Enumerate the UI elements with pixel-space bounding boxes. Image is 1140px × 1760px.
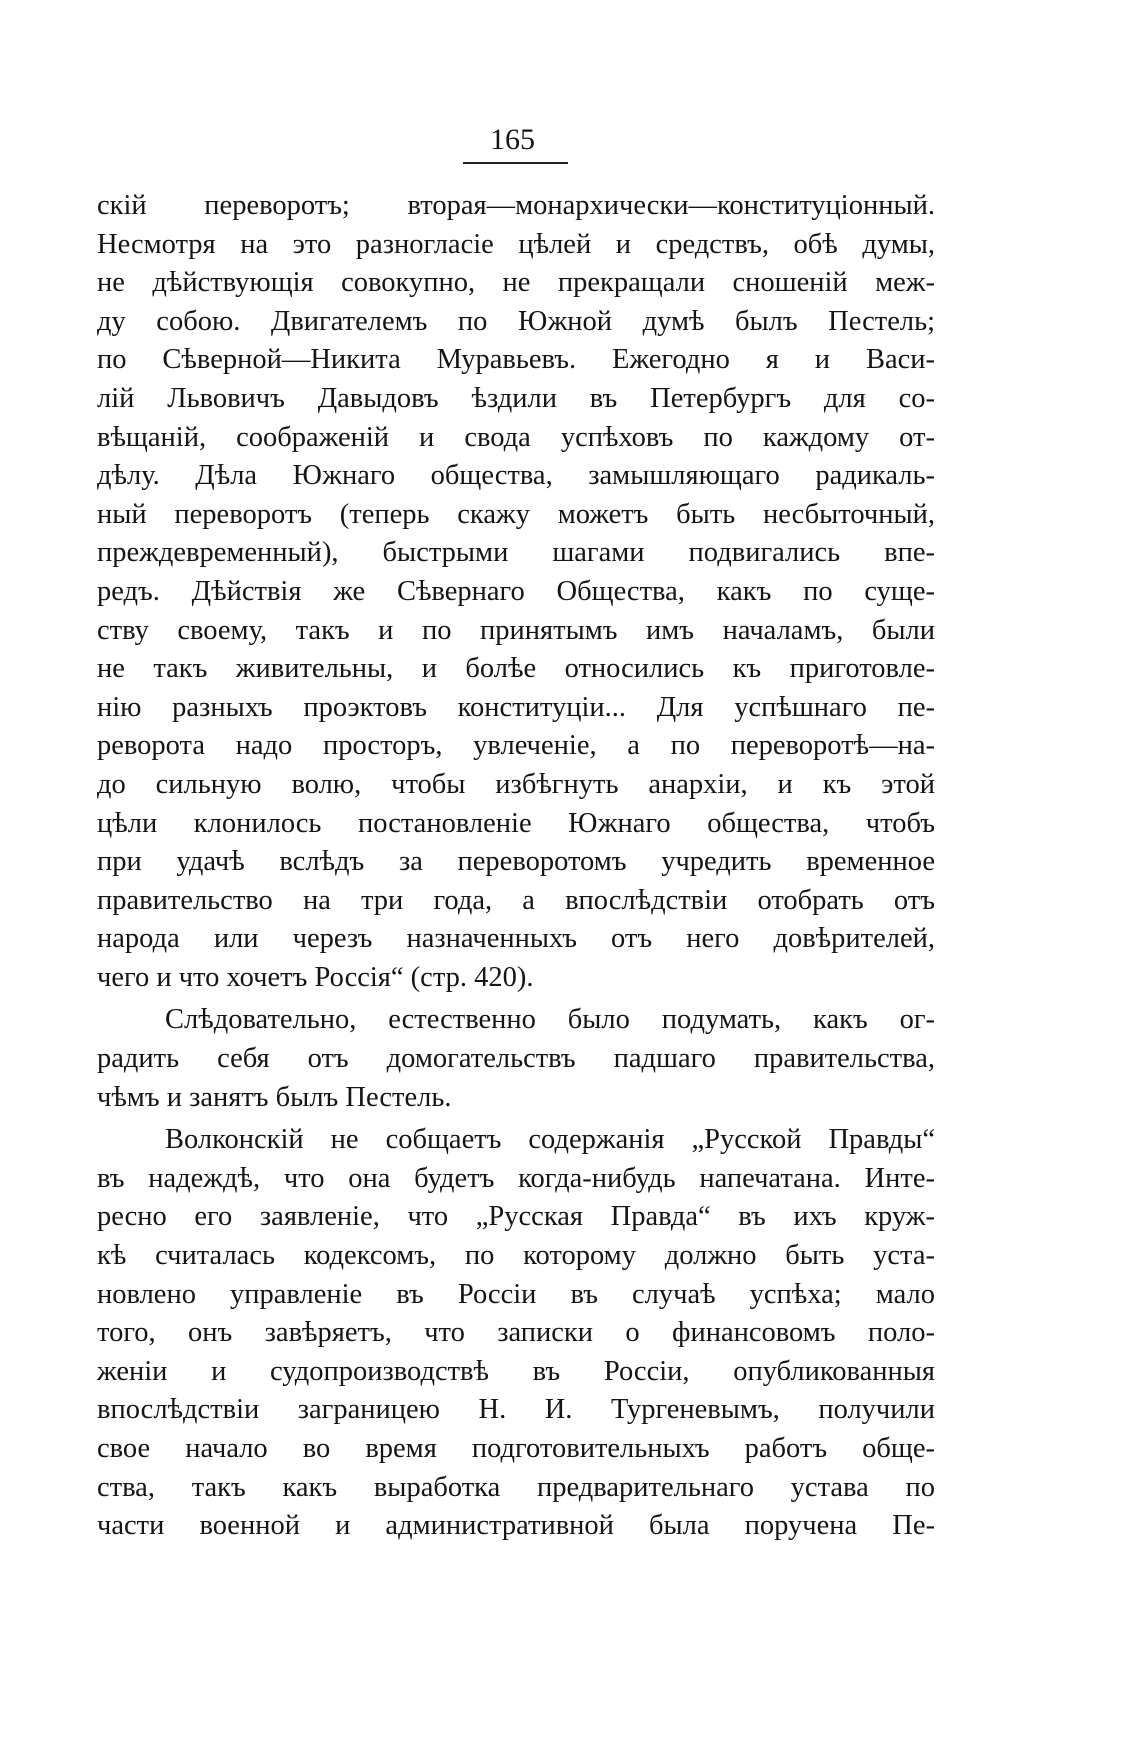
- text-line: до сильную волю, чтобы избѣгнуть анархіи, и къ этой: [97, 768, 935, 800]
- text-line: народа или черезъ назначенныхъ отъ него довѣрителей,: [97, 923, 935, 955]
- text-line: лій Львовичъ Давыдовъ ѣздили въ Петербургъ для со-: [97, 382, 935, 414]
- text-line: дѣлу. Дѣла Южнаго общества, замышляющаго радикаль-: [97, 460, 935, 492]
- text-line: реворота надо просторъ, увлеченіе, а по переворотѣ—на-: [97, 730, 935, 762]
- text-line: части военной и административной была поручена Пе-: [97, 1510, 935, 1542]
- text-line: въ надеждѣ, что она будетъ когда-нибудь напечатана. Инте-: [97, 1162, 935, 1194]
- text-line: радить себя отъ домогательствъ падшаго правительства,: [97, 1043, 935, 1075]
- text-line: по Сѣверной—Никита Муравьевъ. Ежегодно я и Васи-: [97, 344, 935, 376]
- text-line: ресно его заявленіе, что „Русская Правда“ въ ихъ круж-: [97, 1201, 935, 1233]
- text-line: вѣщаній, соображеній и свода успѣховъ по каждому от-: [97, 421, 935, 453]
- text-line: ству своему, такъ и по принятымъ имъ началамъ, были: [97, 614, 935, 646]
- text-line: того, онъ завѣряетъ, что записки о финансовомъ поло-: [97, 1317, 935, 1349]
- text-line: чего и что хочетъ Россія“ (стр. 420).: [97, 961, 534, 993]
- text-line: цѣли клонилось постановленіе Южнаго общества, чтобъ: [97, 807, 935, 839]
- text-line: чѣмъ и занятъ былъ Пестель.: [97, 1081, 452, 1113]
- text-line: не дѣйствующія совокупно, не прекращали сношеній меж-: [97, 267, 935, 299]
- text-line: Несмотря на это разногласіе цѣлей и средствъ, обѣ думы,: [97, 228, 935, 260]
- text-line: женіи и судопроизводствѣ въ Россіи, опубликованныя: [97, 1355, 935, 1387]
- page-number: 165: [490, 123, 535, 156]
- text-line: ства, такъ какъ выработка предварительнаго устава по: [97, 1471, 935, 1503]
- body-text: [97, 187, 935, 1546]
- text-line: редъ. Дѣйствія же Сѣвернаго Общества, какъ по суще-: [97, 575, 935, 607]
- text-line: впослѣдствіи заграницею Н. И. Тургеневымъ, получили: [97, 1394, 935, 1426]
- text-line: правительство на три года, а впослѣдствіи отобрать отъ: [97, 884, 935, 916]
- text-line: не такъ живительны, и болѣе относились къ приготовле-: [97, 653, 935, 685]
- text-line: свое начало во время подготовительныхъ работъ обще-: [97, 1433, 935, 1464]
- text-line: Волконскій не собщаетъ содержанія „Русской Правды“: [165, 1124, 935, 1156]
- text-line: Слѣдовательно, естественно было подумать, какъ ог-: [165, 1004, 935, 1036]
- text-line: кѣ считалась кодексомъ, по которому должно быть уста-: [97, 1240, 935, 1272]
- text-line: новлено управленіе въ Россіи въ случаѣ успѣха; мало: [97, 1278, 935, 1310]
- page-number-rule: [463, 162, 568, 164]
- text-line: при удачѣ вслѣдъ за переворотомъ учредить временное: [97, 846, 935, 878]
- text-line: нію разныхъ проэктовъ конституціи... Для успѣшнаго пе-: [97, 691, 935, 723]
- text-line: ный переворотъ (теперь скажу можетъ быть несбыточный,: [97, 498, 935, 530]
- text-line: скій переворотъ; вторая—монархически—конституціонный.: [97, 190, 935, 221]
- text-line: преждевременный), быстрыми шагами подвигались впе-: [97, 537, 935, 569]
- text-line: ду собою. Двигателемъ по Южной думѣ былъ Пестель;: [97, 305, 935, 337]
